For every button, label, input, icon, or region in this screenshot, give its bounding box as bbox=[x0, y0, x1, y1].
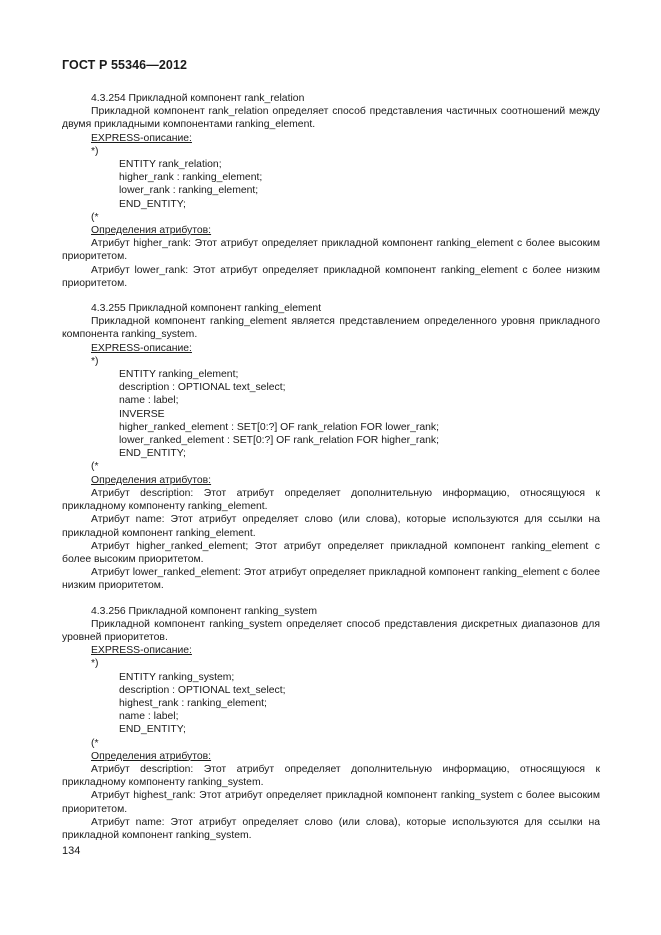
code-line: INVERSE bbox=[119, 408, 165, 420]
attributes-label: Определения атрибутов: bbox=[91, 225, 212, 237]
attributes-label: Определения атрибутов: bbox=[91, 750, 212, 762]
section-heading: 4.3.256 Прикладной компонент ranking_system bbox=[91, 605, 318, 617]
code-line: description : OPTIONAL text_select; bbox=[119, 684, 286, 696]
document-body bbox=[62, 92, 600, 842]
code-line: END_ENTITY; bbox=[119, 448, 186, 460]
code-line: name : label; bbox=[119, 711, 179, 723]
attribute-definition: Атрибут highest_rank: Этот атрибут определяет прикладной компонент ranking_system с более высоким приоритетом. bbox=[62, 790, 600, 815]
comment-close: (* bbox=[91, 737, 99, 749]
code-line: higher_rank : ranking_element; bbox=[119, 172, 263, 184]
comment-open: *) bbox=[91, 355, 99, 367]
attribute-definition: Атрибут higher_ranked_element; Этот атрибут определяет прикладной компонент ranking_element с более высоким приоритетом. bbox=[62, 540, 600, 565]
comment-open: *) bbox=[91, 145, 99, 157]
express-label: EXPRESS-описание: bbox=[91, 645, 192, 657]
express-label: EXPRESS-описание: bbox=[91, 342, 192, 354]
attribute-definition: Атрибут lower_ranked_element: Этот атрибут определяет прикладной компонент ranking_element с более низким приоритетом. bbox=[62, 567, 600, 592]
comment-open: *) bbox=[91, 658, 99, 670]
code-line: description : OPTIONAL text_select; bbox=[119, 382, 286, 394]
code-line: name : label; bbox=[119, 395, 179, 407]
code-line: higher_ranked_element : SET[0:?] OF rank_relation FOR lower_rank; bbox=[119, 421, 439, 433]
code-line: END_ENTITY; bbox=[119, 724, 186, 736]
document-header: ГОСТ Р 55346—2012 bbox=[62, 58, 188, 72]
page-number: 134 bbox=[62, 845, 81, 857]
comment-close: (* bbox=[91, 461, 99, 473]
section-intro: Прикладной компонент rank_relation определяет способ представления частичных соотношений между двумя прикладными компонентами ranking_element. bbox=[62, 106, 600, 131]
attribute-definition: Атрибут higher_rank: Этот атрибут определяет прикладной компонент ranking_element с более высоким приоритетом. bbox=[62, 238, 600, 263]
attribute-definition: Атрибут description: Этот атрибут определяет дополнительную информацию, относящуюся к прикладному компоненту ranking_element. bbox=[62, 487, 600, 513]
section-heading: 4.3.255 Прикладной компонент ranking_element bbox=[91, 303, 322, 315]
attribute-definition: Атрибут lower_rank: Этот атрибут определяет прикладной компонент ranking_element с более низким приоритетом. bbox=[62, 264, 600, 289]
section-rank-relation bbox=[62, 92, 600, 290]
section-intro: Прикладной компонент ranking_system определяет способ представления дискретных диапазонов для уровней приоритетов. bbox=[62, 618, 600, 643]
section-intro: Прикладной компонент ranking_element является представлением определенного уровня прикладного компонента ranking_system. bbox=[62, 316, 600, 341]
comment-close: (* bbox=[91, 211, 99, 223]
code-line: ENTITY ranking_system; bbox=[119, 671, 235, 683]
attribute-definition: Атрибут description: Этот атрибут определяет дополнительную информацию, относящуюся к прикладному компоненту ranking_system. bbox=[62, 763, 600, 789]
code-line: lower_rank : ranking_element; bbox=[119, 185, 259, 197]
section-ranking-system bbox=[62, 605, 600, 843]
express-label: EXPRESS-описание: bbox=[91, 132, 192, 144]
code-line: highest_rank : ranking_element; bbox=[119, 697, 267, 709]
attribute-definition: Атрибут name: Этот атрибут определяет слово (или слова), которые используются для ссылки на прикладной компонент ranking_system. bbox=[62, 816, 600, 841]
section-heading: 4.3.254 Прикладной компонент rank_relation bbox=[91, 93, 305, 104]
code-line: lower_ranked_element : SET[0:?] OF rank_relation FOR higher_rank; bbox=[119, 435, 439, 447]
code-line: ENTITY rank_relation; bbox=[119, 159, 222, 171]
code-line: END_ENTITY; bbox=[119, 198, 186, 210]
attribute-definition: Атрибут name: Этот атрибут определяет слово (или слова), которые используются для ссылки на прикладной компонент ranking_element. bbox=[62, 514, 600, 539]
section-ranking-element bbox=[62, 302, 600, 592]
code-line: ENTITY ranking_element; bbox=[119, 369, 239, 381]
attributes-label: Определения атрибутов: bbox=[91, 474, 212, 486]
